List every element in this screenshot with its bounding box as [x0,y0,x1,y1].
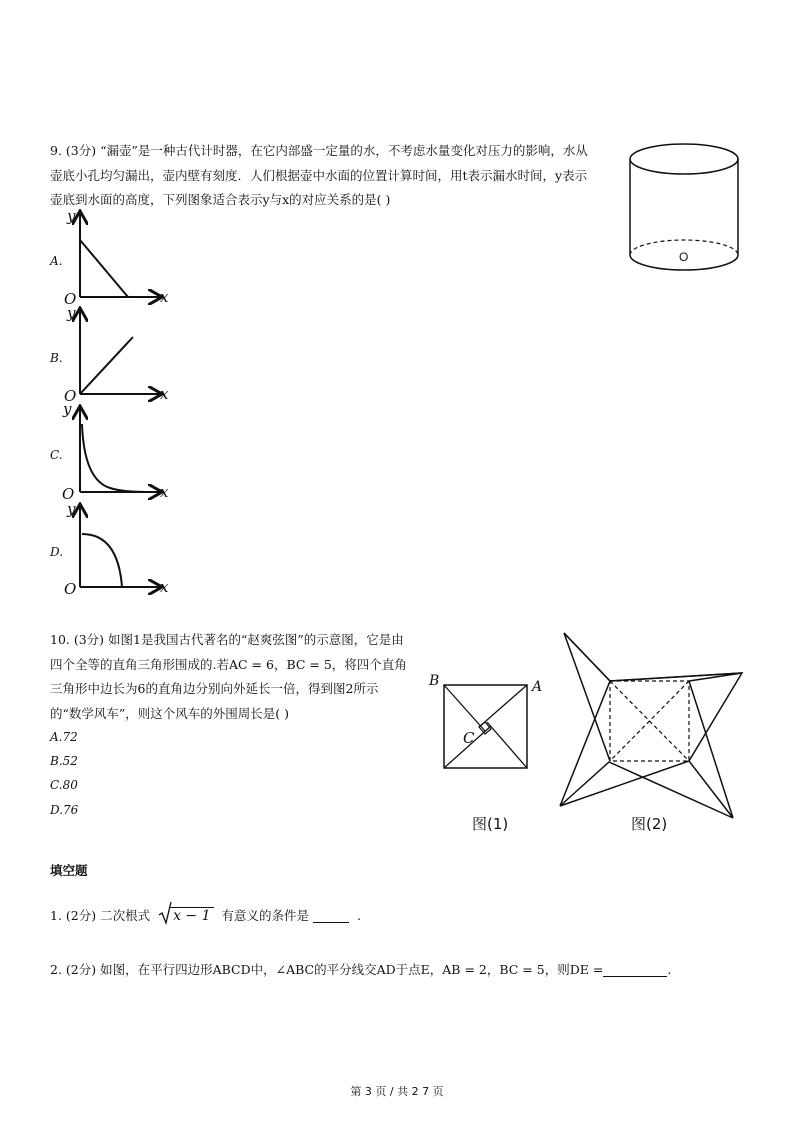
water-clock-hole-label: O [679,250,689,264]
q10-option-d: D.76 [50,803,79,817]
fig1-label-c: C [463,729,475,747]
graph-c [60,400,175,503]
graph-c-origin: O [62,485,75,503]
fill-question-2 [50,957,671,982]
graph-d [60,500,175,598]
fq1-answer-blank[interactable] [313,908,349,923]
q10-line-3: 三角形中边长为6的直角边分别向外延长一倍，得到图2所示 [50,681,379,696]
graph-b-x-label: x [160,385,169,403]
windmill-figure [555,628,750,840]
fq1-prefix: 1. (2分) 二次根式 [50,908,151,923]
q10-line-2: 四个全等的直角三角形围成的.若AC = 6，BC = 5，将四个直角 [50,657,407,672]
graph-d-origin: O [64,580,77,598]
fig2-caption: 图(2) [631,815,668,833]
q9-line-1: 9. (3分) “漏壶”是一种古代计时器，在它内部盛一定量的水，不考虑水量变化对压力的影响，水从 [50,143,588,158]
q9-option-a: A. [50,254,63,268]
q9-line-3: 壶底到水面的高度，下列图象适合表示y与x的对应关系的是( ) [50,192,391,207]
fq1-end: . [356,908,361,923]
fill-question-1 [50,903,361,929]
fq1-radical [158,903,213,929]
graph-b [60,304,175,405]
fq2-text: 2. (2分) 如图，在平行四边形ABCD中，∠ABC的平分线交AD于点E，AB = 2，BC = 5，则DE = [50,962,604,977]
fq1-radicand: x − 1 [170,907,213,924]
q9-line-2: 壶底小孔均匀漏出，壶内壁有刻度．人们根据壶中水面的位置计算时间，用t表示漏水时间，y表示 [50,168,588,183]
sqrt-sign-icon [158,902,172,924]
graph-a [60,207,175,308]
graph-a-origin: O [64,290,77,308]
graph-a-y-label: y [67,207,76,225]
section-title-fill-in: 填空题 [50,863,88,878]
fq2-end: . [667,962,672,977]
q10-line-1: 10. (3分) 如图1是我国古代著名的“赵爽弦图”的示意图，它是由 [50,632,404,647]
graph-d-y-label: y [67,500,76,518]
graph-c-x-label: x [160,483,169,501]
graph-b-y-label: y [67,304,76,322]
fq2-answer-blank[interactable] [603,962,667,977]
graph-d-x-label: x [160,578,169,596]
graph-b-origin: O [64,387,77,405]
q10-line-4: 的“数学风车”，则这个风车的外围周长是( ) [50,706,290,721]
fig1-label-b: B [429,673,440,689]
q9-option-d: D. [50,545,64,559]
water-clock-figure [628,142,743,272]
fq1-suffix: 有意义的条件是 [221,908,310,923]
q9-option-c: C. [50,448,63,462]
q10-option-c: C.80 [50,778,78,792]
q10-option-b: B.52 [50,754,78,768]
fig1-caption: 图(1) [472,815,509,833]
q10-option-a: A.72 [50,730,78,744]
graph-a-x-label: x [160,288,169,306]
page-footer: 第 3 页 / 共 2 7 页 [350,1085,444,1098]
q9-option-b: B. [50,351,63,365]
zhao-shuang-figure [425,665,555,840]
graph-c-y-label: y [63,400,72,418]
fig1-label-a: A [532,679,543,695]
